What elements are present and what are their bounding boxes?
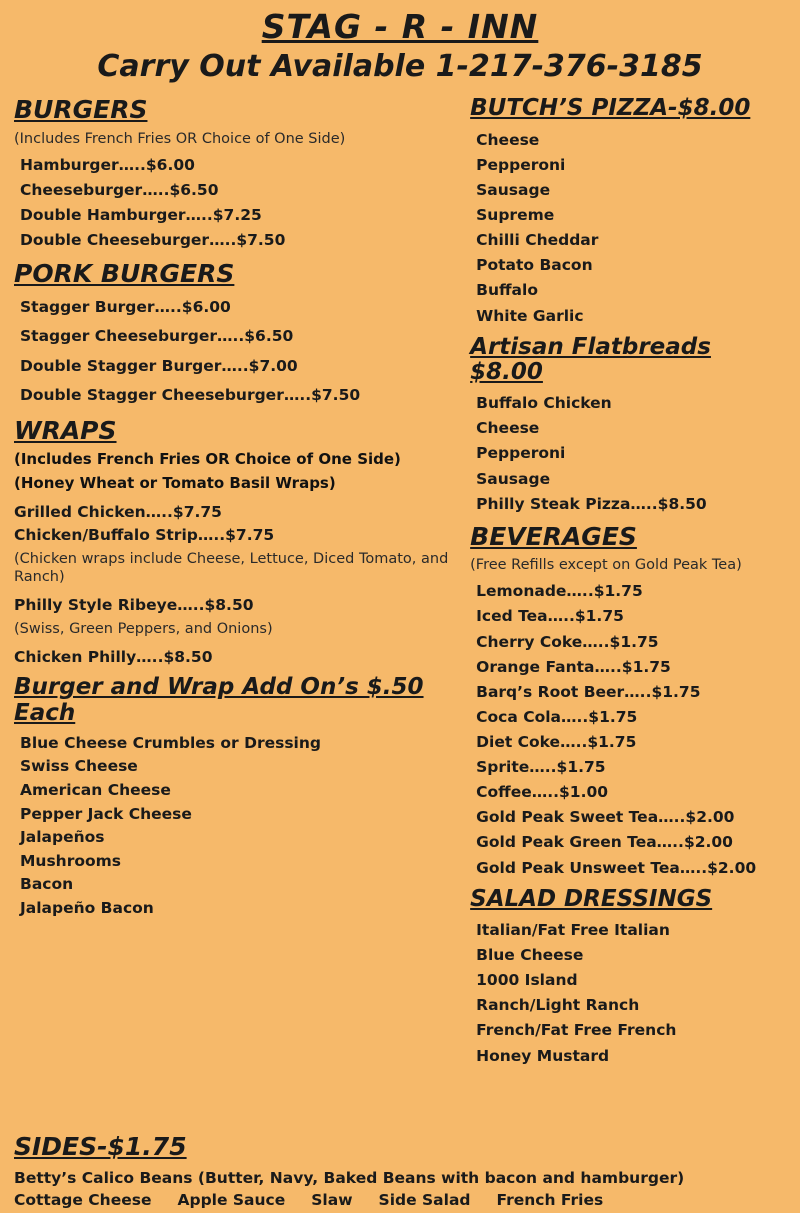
section-heading-flatbreads: Artisan Flatbreads $8.00 xyxy=(470,333,711,385)
list-item: Stagger Cheeseburger…..$6.50 xyxy=(20,327,294,346)
add-ons-items xyxy=(14,732,460,920)
section-heading-add-ons: Burger and Wrap Add On’s $.50 Each xyxy=(14,674,424,726)
list-item: Gold Peak Sweet Tea…..$2.00 xyxy=(476,808,735,827)
menu-header xyxy=(14,8,786,84)
sides-list xyxy=(14,1191,786,1209)
pizza-items xyxy=(470,128,786,329)
section-heading-beverages: BEVERAGES xyxy=(470,521,637,551)
section-beverages xyxy=(470,523,786,881)
list-item: Coffee…..$1.00 xyxy=(476,783,609,802)
list-item-philly-ribeye: Philly Style Ribeye…..$8.50 xyxy=(14,596,254,615)
list-item: Diet Coke…..$1.75 xyxy=(476,733,637,752)
list-item: White Garlic xyxy=(476,306,584,325)
list-item: Hamburger…..$6.00 xyxy=(20,156,195,175)
list-item: Coca Cola…..$1.75 xyxy=(476,707,638,726)
list-item: Iced Tea…..$1.75 xyxy=(476,607,624,626)
list-item: Pepper Jack Cheese xyxy=(20,804,192,823)
list-item: American Cheese xyxy=(20,781,171,799)
list-item: French/Fat Free French xyxy=(476,1021,677,1040)
list-item: Italian/Fat Free Italian xyxy=(476,920,670,939)
list-item: 1000 Island xyxy=(476,971,578,990)
wraps-note-chicken: (Chicken wraps include Cheese, Lettuce, Diced Tomato, and Ranch) xyxy=(14,550,449,585)
carry-out-phone: Carry Out Available 1-217-376-3185 xyxy=(97,48,703,84)
list-item: Swiss Cheese xyxy=(20,757,138,776)
list-item: Grilled Chicken…..$7.75 xyxy=(14,502,222,521)
list-item: Jalapeño Bacon xyxy=(20,898,154,917)
list-item: Sprite…..$1.75 xyxy=(476,758,606,777)
restaurant-name: STAG - R - INN xyxy=(261,7,539,46)
list-item: Philly Steak Pizza…..$8.50 xyxy=(476,494,707,513)
list-item: Orange Fanta…..$1.75 xyxy=(476,657,671,676)
dressings-items xyxy=(470,918,786,1069)
list-item: Pepperoni xyxy=(476,444,566,463)
section-heading-pizza: BUTCH’S PIZZA-$8.00 xyxy=(470,95,751,122)
list-item: Barq’s Root Beer…..$1.75 xyxy=(476,682,701,701)
section-add-ons xyxy=(14,675,460,920)
list-item: Bacon xyxy=(20,875,74,894)
section-flatbreads xyxy=(470,335,786,517)
burgers-note: (Includes French Fries OR Choice of One Side) xyxy=(14,130,346,147)
section-pizza xyxy=(470,96,786,328)
list-item: Cheese xyxy=(476,419,540,438)
wraps-note-ribeye: (Swiss, Green Peppers, and Onions) xyxy=(14,620,273,637)
list-item: Mushrooms xyxy=(20,851,122,870)
list-item: Buffalo Chicken xyxy=(476,394,612,413)
list-item: Blue Cheese xyxy=(476,946,584,965)
list-item: Honey Mustard xyxy=(476,1046,610,1065)
burgers-items xyxy=(14,153,460,253)
section-heading-salad-dressings: SALAD DRESSINGS xyxy=(470,885,713,912)
list-item: Double Stagger Cheeseburger…..$7.50 xyxy=(20,386,361,405)
list-item: Gold Peak Unsweet Tea…..$2.00 xyxy=(476,858,757,877)
menu-columns xyxy=(14,90,786,1074)
list-item: Double Stagger Burger…..$7.00 xyxy=(20,356,298,375)
list-item: Potato Bacon xyxy=(476,256,593,275)
section-burgers xyxy=(14,96,460,253)
pork-burgers-items xyxy=(14,293,460,411)
list-item: Double Hamburger…..$7.25 xyxy=(20,206,262,225)
wraps-note-sides: (Includes French Fries OR Choice of One Side) xyxy=(14,450,401,469)
list-item: Lemonade…..$1.75 xyxy=(476,582,643,601)
wraps-note-types: (Honey Wheat or Tomato Basil Wraps) xyxy=(14,474,336,492)
beverages-items xyxy=(470,579,786,880)
list-item-chicken-philly: Chicken Philly…..$8.50 xyxy=(14,647,213,666)
list-item: Apple Sauce xyxy=(177,1191,286,1209)
list-item: Cherry Coke…..$1.75 xyxy=(476,632,659,651)
list-item: Sausage xyxy=(476,180,551,199)
section-heading-pork-burgers: PORK BURGERS xyxy=(14,258,235,288)
list-item: Buffalo xyxy=(476,281,538,300)
list-item: Double Cheeseburger…..$7.50 xyxy=(20,231,286,250)
list-item: Cheeseburger…..$6.50 xyxy=(20,181,219,200)
flatbreads-items xyxy=(470,391,786,517)
right-column xyxy=(470,90,786,1074)
list-item: French Fries xyxy=(496,1191,604,1209)
wraps-items xyxy=(14,501,460,548)
list-item: Blue Cheese Crumbles or Dressing xyxy=(20,733,321,752)
beverages-note: (Free Refills except on Gold Peak Tea) xyxy=(470,557,742,574)
section-heading-sides: SIDES-$1.75 xyxy=(14,1131,187,1161)
section-heading-wraps: WRAPS xyxy=(14,415,117,445)
section-wraps xyxy=(14,417,460,670)
section-heading-burgers: BURGERS xyxy=(14,95,148,125)
list-item: Chicken/Buffalo Strip…..$7.75 xyxy=(14,526,275,545)
list-item: Side Salad xyxy=(378,1191,471,1209)
list-item: Pepperoni xyxy=(476,155,566,174)
list-item: Stagger Burger…..$6.00 xyxy=(20,298,231,316)
list-item: Sausage xyxy=(476,469,551,488)
list-item: Supreme xyxy=(476,206,555,225)
list-item: Slaw xyxy=(311,1191,353,1209)
list-item: Gold Peak Green Tea…..$2.00 xyxy=(476,833,733,852)
list-item: Ranch/Light Ranch xyxy=(476,996,640,1015)
section-pork-burgers xyxy=(14,260,460,411)
list-item: Chilli Cheddar xyxy=(476,231,599,250)
left-column xyxy=(14,90,460,926)
sides-calico-beans: Betty’s Calico Beans (Butter, Navy, Baked Beans with bacon and hamburger) xyxy=(14,1169,685,1188)
section-sides xyxy=(14,1127,786,1209)
list-item: Cottage Cheese xyxy=(14,1191,152,1209)
list-item: Cheese xyxy=(476,130,540,149)
section-salad-dressings xyxy=(470,887,786,1069)
list-item: Jalapeños xyxy=(20,828,105,847)
